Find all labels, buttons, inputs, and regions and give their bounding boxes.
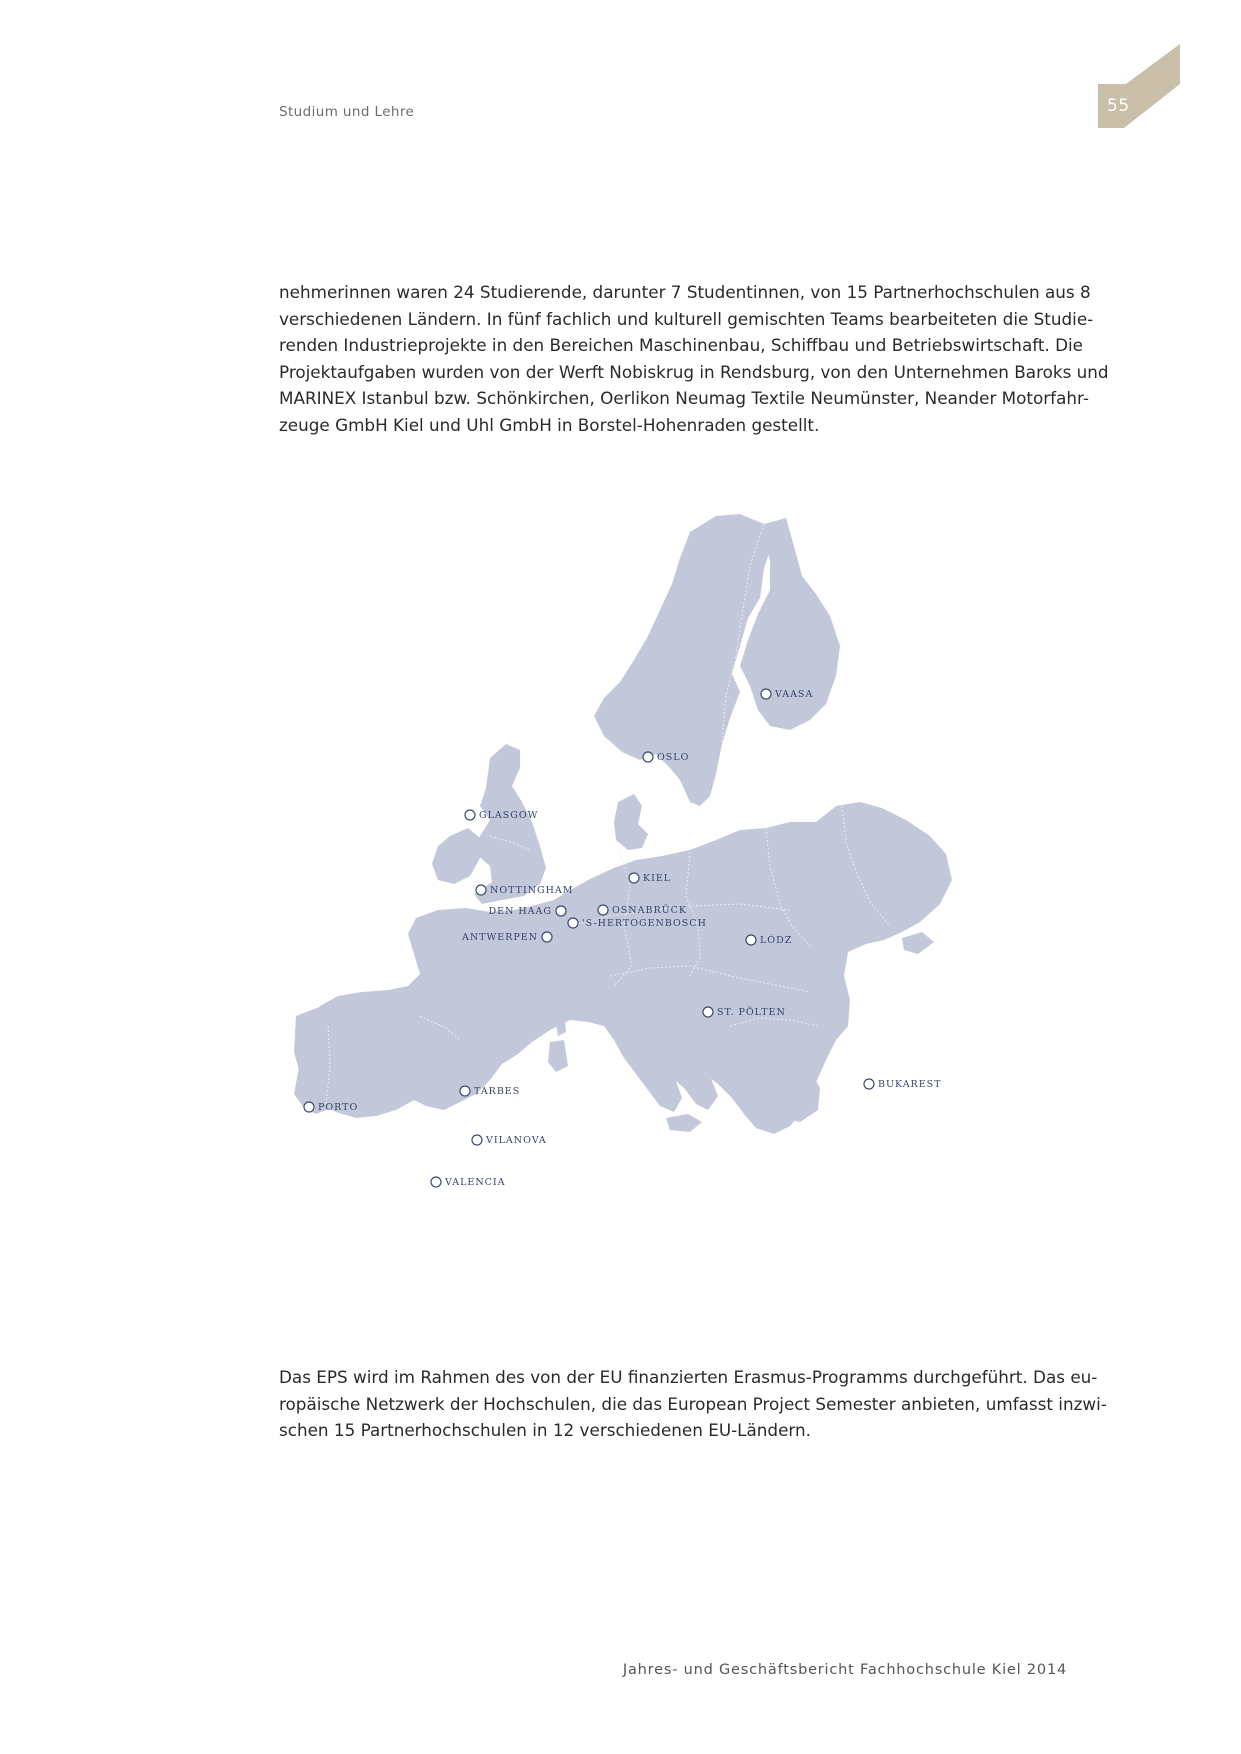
city-oslo	[643, 752, 689, 763]
city-label: OSLO	[657, 752, 690, 763]
city-label: PORTO	[318, 1102, 359, 1113]
city-marker	[864, 1079, 874, 1089]
city-label: GLASGOW	[479, 810, 539, 821]
body-paragraph-2	[279, 1364, 1107, 1444]
city-label: NOTTINGHAM	[490, 885, 574, 896]
city-vaasa	[761, 689, 813, 700]
city-label: 'S-HERTOGENBOSCH	[582, 918, 707, 929]
city-label: KIEL	[643, 873, 672, 884]
text-line: Das EPS wird im Rahmen des von der EU finanzierten Erasmus-Programms durchgeführt. Das eu-	[279, 1367, 1098, 1387]
map-landmass	[294, 514, 952, 1134]
city-marker	[476, 885, 486, 895]
text-line: nehmerinnen waren 24 Studierende, darunter 7 Studentinnen, von 15 Partnerhochschulen aus 8	[279, 282, 1091, 302]
city-marker	[556, 906, 566, 916]
city-label: VALENCIA	[445, 1177, 506, 1188]
city-label: VILANOVA	[486, 1135, 547, 1146]
city-label: OSNABRÜCK	[612, 905, 687, 916]
city-kiel	[629, 873, 671, 884]
city-label: ST. PÖLTEN	[717, 1007, 786, 1018]
city-marker	[472, 1135, 482, 1145]
city-marker	[746, 935, 756, 945]
city-marker	[460, 1086, 470, 1096]
city-marker	[568, 918, 578, 928]
city-label: VAASA	[775, 689, 814, 700]
city-label: ANTWERPEN	[461, 932, 538, 943]
page-footer: Jahres- und Geschäftsbericht Fachhochschule Kiel 2014	[622, 1662, 1067, 1678]
text-line: schen 15 Partnerhochschulen in 12 verschiedenen EU-Ländern.	[279, 1420, 811, 1440]
city-marker	[465, 810, 475, 820]
body-paragraph-1	[279, 279, 1109, 438]
text-line: Projektaufgaben wurden von der Werft Nobiskrug in Rendsburg, von den Unternehmen Baroks und	[279, 361, 1109, 382]
page-number: 55	[1107, 96, 1130, 116]
city-marker	[703, 1007, 713, 1017]
city-marker	[629, 873, 639, 883]
city-label: TARBES	[474, 1086, 521, 1097]
city-marker	[304, 1102, 314, 1112]
city-label: BUKAREST	[878, 1079, 942, 1090]
city-lodz	[746, 934, 792, 946]
text-line: zeuge GmbH Kiel und Uhl GmbH in Borstel-Hohenraden gestellt.	[279, 414, 820, 435]
text-line: verschiedenen Ländern. In fünf fachlich und kulturell gemischten Teams bearbeiteten die Studie-	[279, 308, 1094, 329]
city-valencia	[431, 1177, 506, 1188]
city-nottingham	[476, 885, 573, 896]
europe-partner-map	[270, 506, 1070, 1276]
city-osnabrueck	[598, 904, 687, 916]
city-vilanova	[472, 1135, 547, 1146]
city-glasgow	[465, 810, 538, 821]
text-line: ropäische Netzwerk der Hochschulen, die das European Project Semester anbieten, umfasst inzwi-	[279, 1393, 1107, 1414]
city-marker	[542, 932, 552, 942]
city-porto	[304, 1102, 358, 1113]
city-marker	[431, 1177, 441, 1187]
city-bukarest	[864, 1079, 942, 1090]
text-line: renden Industrieprojekte in den Bereichen Maschinenbau, Schiffbau und Betriebswirtschaft. Die	[279, 335, 1083, 355]
city-label: DEN HAAG	[488, 906, 552, 917]
running-head: Studium und Lehre	[279, 104, 415, 120]
city-label: LÓDZ	[760, 935, 793, 946]
city-marker	[598, 905, 608, 915]
city-s-hertogenbosch	[568, 918, 707, 929]
text-line: MARINEX Istanbul bzw. Schönkirchen, Oerlikon Neumag Textile Neumünster, Neander Motorfahr-	[279, 388, 1089, 408]
city-marker	[761, 689, 771, 699]
city-marker	[643, 752, 653, 762]
